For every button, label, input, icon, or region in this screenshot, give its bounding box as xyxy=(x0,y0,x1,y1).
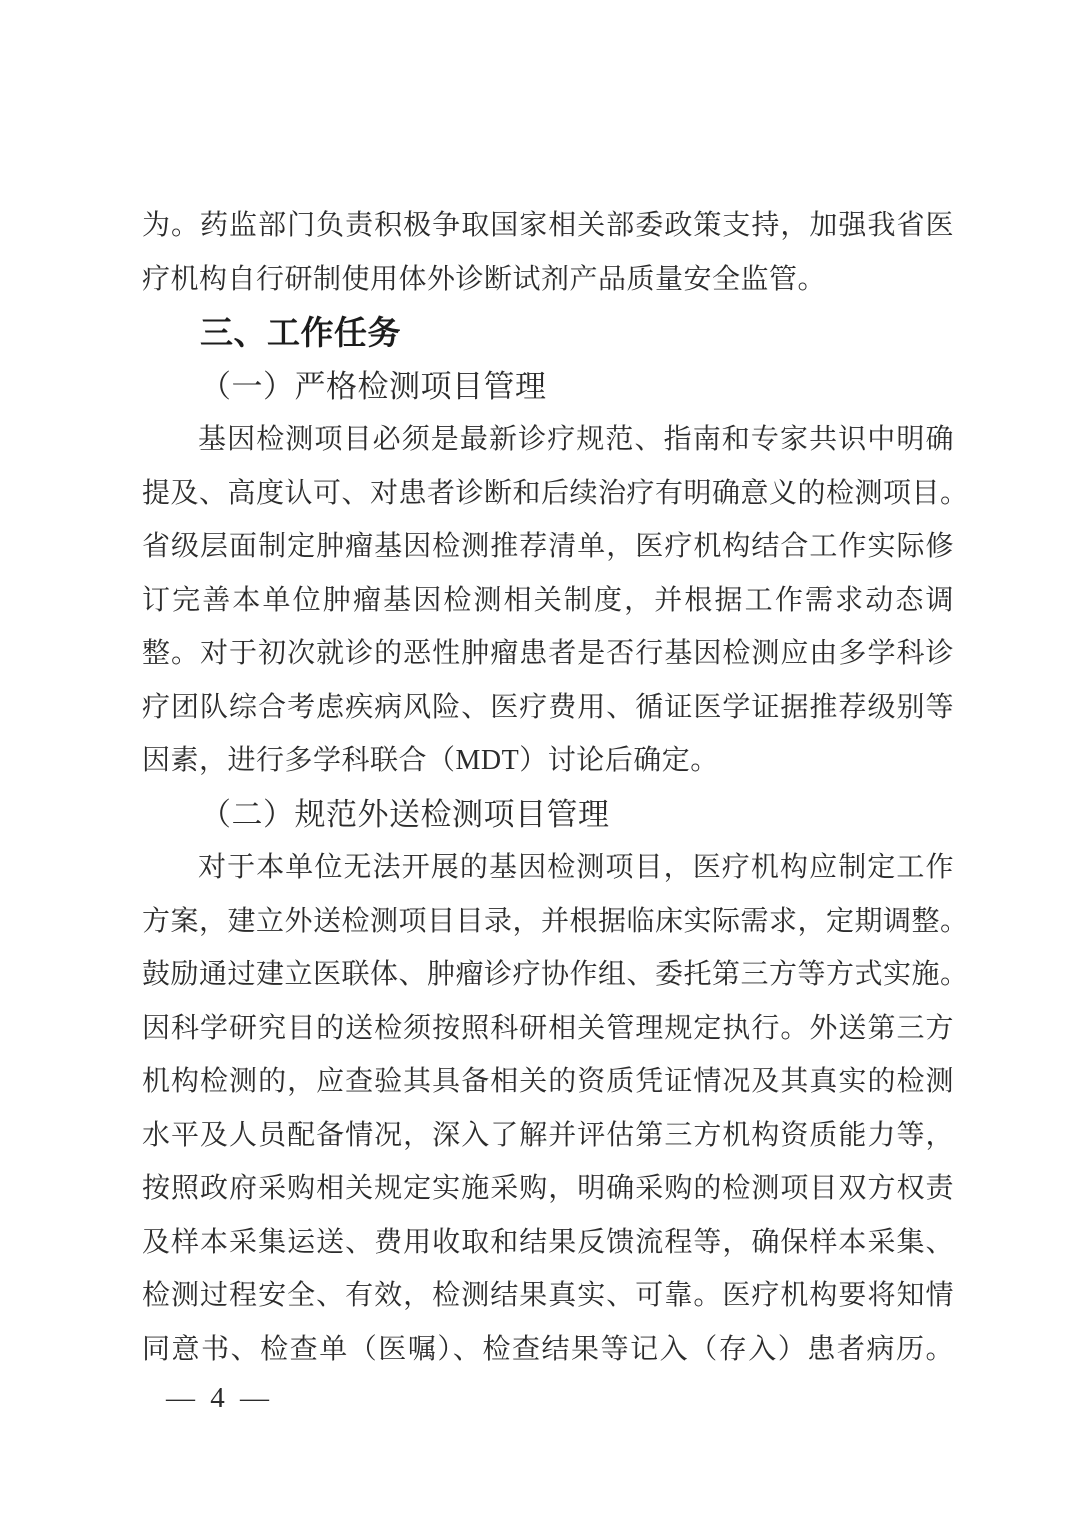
body-text-line: 因素，进行多学科联合（MDT）讨论后确定。 xyxy=(142,745,719,776)
body-text-line: 方案，建立外送检测项目目录，并根据临床实际需求，定期调整。 xyxy=(142,905,969,937)
body-text-line: 整。对于初次就诊的恶性肿瘤患者是否行基因检测应由多学科诊 xyxy=(142,638,954,669)
body-text-line: 为。药监部门负责积极争取国家相关部委政策支持，加强我省医 xyxy=(142,210,954,241)
subsection-heading: （二）规范外送检测项目管理 xyxy=(200,796,610,832)
body-text-line: 基因检测项目必须是最新诊疗规范、指南和专家共识中明确 xyxy=(198,424,954,455)
body-text-line: 订完善本单位肿瘤基因检测相关制度，并根据工作需求动态调 xyxy=(142,584,954,616)
body-text-line: 水平及人员配备情况，深入了解并评估第三方机构资质能力等， xyxy=(142,1119,954,1151)
body-text-line: 因科学研究目的送检须按照科研相关管理规定执行。外送第三方 xyxy=(142,1012,954,1044)
body-text-line: 疗机构自行研制使用体外诊断试剂产品质量安全监管。 xyxy=(142,263,827,295)
body-text-line: 按照政府采购相关规定实施采购，明确采购的检测项目双方权责 xyxy=(142,1173,954,1204)
body-text-line: 机构检测的，应查验其具备相关的资质凭证情况及其真实的检测 xyxy=(142,1066,954,1097)
body-text-line: 提及、高度认可、对患者诊断和后续治疗有明确意义的检测项目。 xyxy=(142,477,969,509)
body-text-line: 对于本单位无法开展的基因检测项目，医疗机构应制定工作 xyxy=(198,852,954,883)
body-text-line: 鼓励通过建立医联体、肿瘤诊疗协作组、委托第三方等方式实施。 xyxy=(142,959,969,990)
body-text-line: 疗团队综合考虑疾病风险、医疗费用、循证医学证据推荐级别等 xyxy=(142,691,954,723)
body-text-line: 省级层面制定肿瘤基因检测推荐清单，医疗机构结合工作实际修 xyxy=(142,531,954,562)
section-heading: 三、工作任务 xyxy=(200,314,401,351)
page-content xyxy=(142,199,969,1376)
body-text-line: 检测过程安全、有效，检测结果真实、可靠。医疗机构要将知情 xyxy=(142,1280,954,1311)
body-text-line: 同意书、检查单（医嘱）、检查结果等记入（存入）患者病历。 xyxy=(142,1333,954,1365)
subsection-heading: （一）严格检测项目管理 xyxy=(200,368,547,404)
body-text-line: 及样本采集运送、费用收取和结果反馈流程等，确保样本采集、 xyxy=(142,1226,954,1258)
page-number-footer: — 4 — xyxy=(166,1382,273,1414)
